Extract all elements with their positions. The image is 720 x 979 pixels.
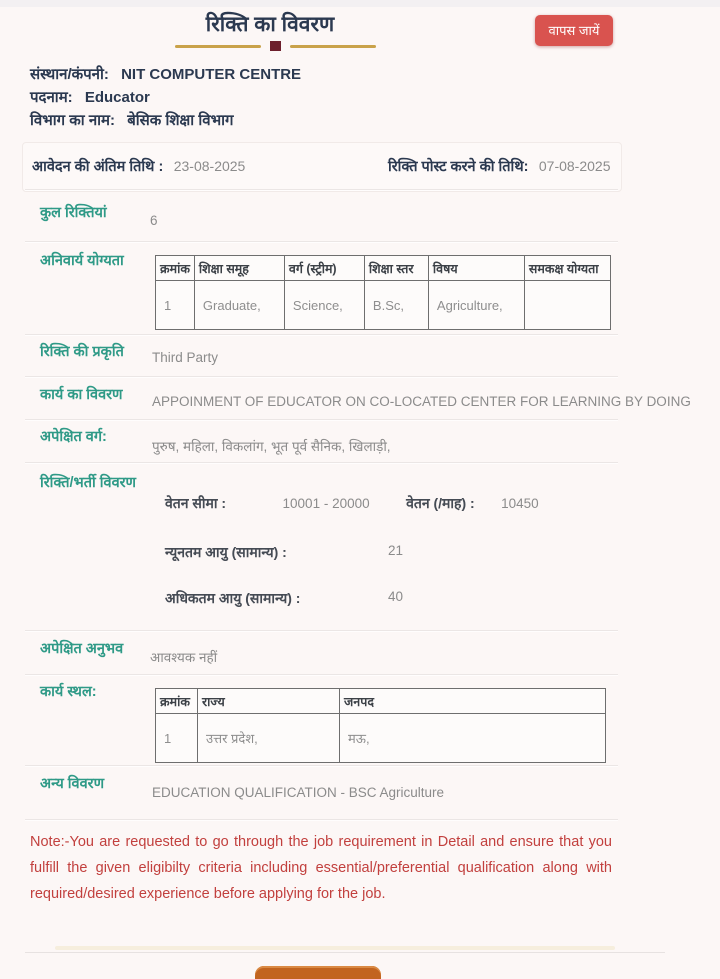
recruitment-details-label: रिक्ति/भर्ती विवरण [40,475,137,491]
work-location-table [155,688,606,763]
page-title: रिक्ति का विवरण [205,13,335,36]
bottom-divider-band [55,946,615,950]
job-description-label: कार्य का विवरण [40,387,123,403]
table-header-cell: जनपद [340,689,606,714]
section-divider [25,419,618,420]
title-ornament [165,40,385,52]
table-header-cell: शिक्षा स्तर [364,256,428,281]
min-age-row [165,543,287,562]
expected-category-label: अपेक्षित वर्ग: [40,429,107,445]
back-button[interactable]: वापस जायें [535,15,613,46]
organisation-value: NIT COMPUTER CENTRE [121,66,302,83]
table-header-cell: वर्ग (स्ट्रीम) [284,256,364,281]
salary-range-row [165,494,539,513]
table-cell [524,281,610,330]
vacancy-nature-value: Third Party [152,350,219,365]
table-cell: Science, [284,281,364,330]
table-header-row [156,689,606,714]
table-body [156,281,611,330]
vacancy-posted-date-value: 07-08-2025 [538,158,611,174]
table-cell: Graduate, [194,281,284,330]
salary-range-label: वेतन सीमा : [165,495,227,511]
section-divider [25,819,618,820]
table-header-cell: शिक्षा समूह [194,256,284,281]
table-header-row [156,256,611,281]
table-row [156,281,611,330]
table-cell: उत्तर प्रदेश, [198,714,340,763]
section-divider [25,189,618,190]
max-age-value: 40 [388,589,404,604]
table-cell: Agriculture, [428,281,524,330]
table-cell: B.Sc, [364,281,428,330]
job-description-value: APPOINMENT OF EDUCATOR ON CO-LOCATED CENTER FOR LEARNING BY DOING [152,394,691,409]
table-header-cell: क्रमांक [156,689,198,714]
section-divider [25,334,618,335]
application-last-date [32,156,245,176]
section-divider [25,376,618,377]
note-text: Note:-You are requested to go through the job requirement in Detail and ensure that you fulfill the given eligibilty criteria including essential/preferential qualification along with required/desired experience before applying for the job. [30,834,612,902]
section-divider [25,462,618,463]
table-cell: 1 [156,281,195,330]
bottom-divider-line [25,952,665,953]
department-label: विभाग का नाम: [30,112,116,129]
ornament-square [270,41,281,51]
vacancy-nature-label: रिक्ति की प्रकृति [40,344,124,360]
mandatory-qualification-table [155,255,611,330]
ornament-line-right [290,45,376,48]
table-body [156,714,606,763]
vacancy-posted-date [388,156,611,176]
post-name-value: Educator [84,89,150,106]
department-value: बेसिक शिक्षा विभाग [127,112,234,129]
top-strip [0,0,720,7]
table-header-cell: समकक्ष योग्यता [524,256,610,281]
application-last-date-value: 23-08-2025 [173,158,246,174]
expected-experience-value: आवश्यक नहीं [150,650,218,665]
vacancy-posted-date-label: रिक्ति पोस्ट करने की तिथि: [388,159,529,175]
table-header-cell: क्रमांक [156,256,195,281]
expected-experience-label: अपेक्षित अनुभव [40,641,124,657]
organisation-row [30,66,590,84]
total-vacancies-value: 6 [150,213,158,228]
table-cell: 1 [156,714,198,763]
mandatory-qualification-label: अनिवार्य योग्यता [40,253,124,269]
section-divider [25,241,618,242]
section-divider [25,765,618,766]
work-location-label: कार्य स्थल: [40,684,97,700]
max-age-row [165,589,300,608]
max-age-label: अधिकतम आयु (सामान्य) : [165,590,301,606]
section-divider [25,674,618,675]
organisation-block [30,66,590,135]
table-header-cell: विषय [428,256,524,281]
table-cell: मऊ, [340,714,606,763]
post-name-row [30,89,590,107]
organisation-label: संस्थान/कंपनी: [30,66,109,83]
bottom-action-button[interactable] [255,966,381,979]
salary-per-month-value: 10450 [501,496,539,511]
min-age-label: न्यूनतम आयु (सामान्य) : [165,544,287,560]
post-name-label: पदनाम: [30,89,73,106]
table-row [156,714,606,763]
total-vacancies-label: कुल रिक्तियां [40,205,107,221]
salary-range-value: 10001 - 20000 [282,496,370,511]
ornament-line-left [175,45,261,48]
department-row [30,112,590,130]
other-details-value: EDUCATION QUALIFICATION - BSC Agriculture [152,785,445,800]
other-details-label: अन्य विवरण [40,776,105,792]
salary-per-month-label: वेतन (/माह) : [406,495,475,511]
min-age-value: 21 [388,543,404,558]
expected-category-value: पुरुष, महिला, विकलांग, भूत पूर्व सैनिक, खिलाड़ी, [152,439,391,454]
table-header-cell: राज्य [198,689,340,714]
section-divider [25,630,618,631]
application-last-date-label: आवेदन की अंतिम तिथि : [32,159,164,175]
